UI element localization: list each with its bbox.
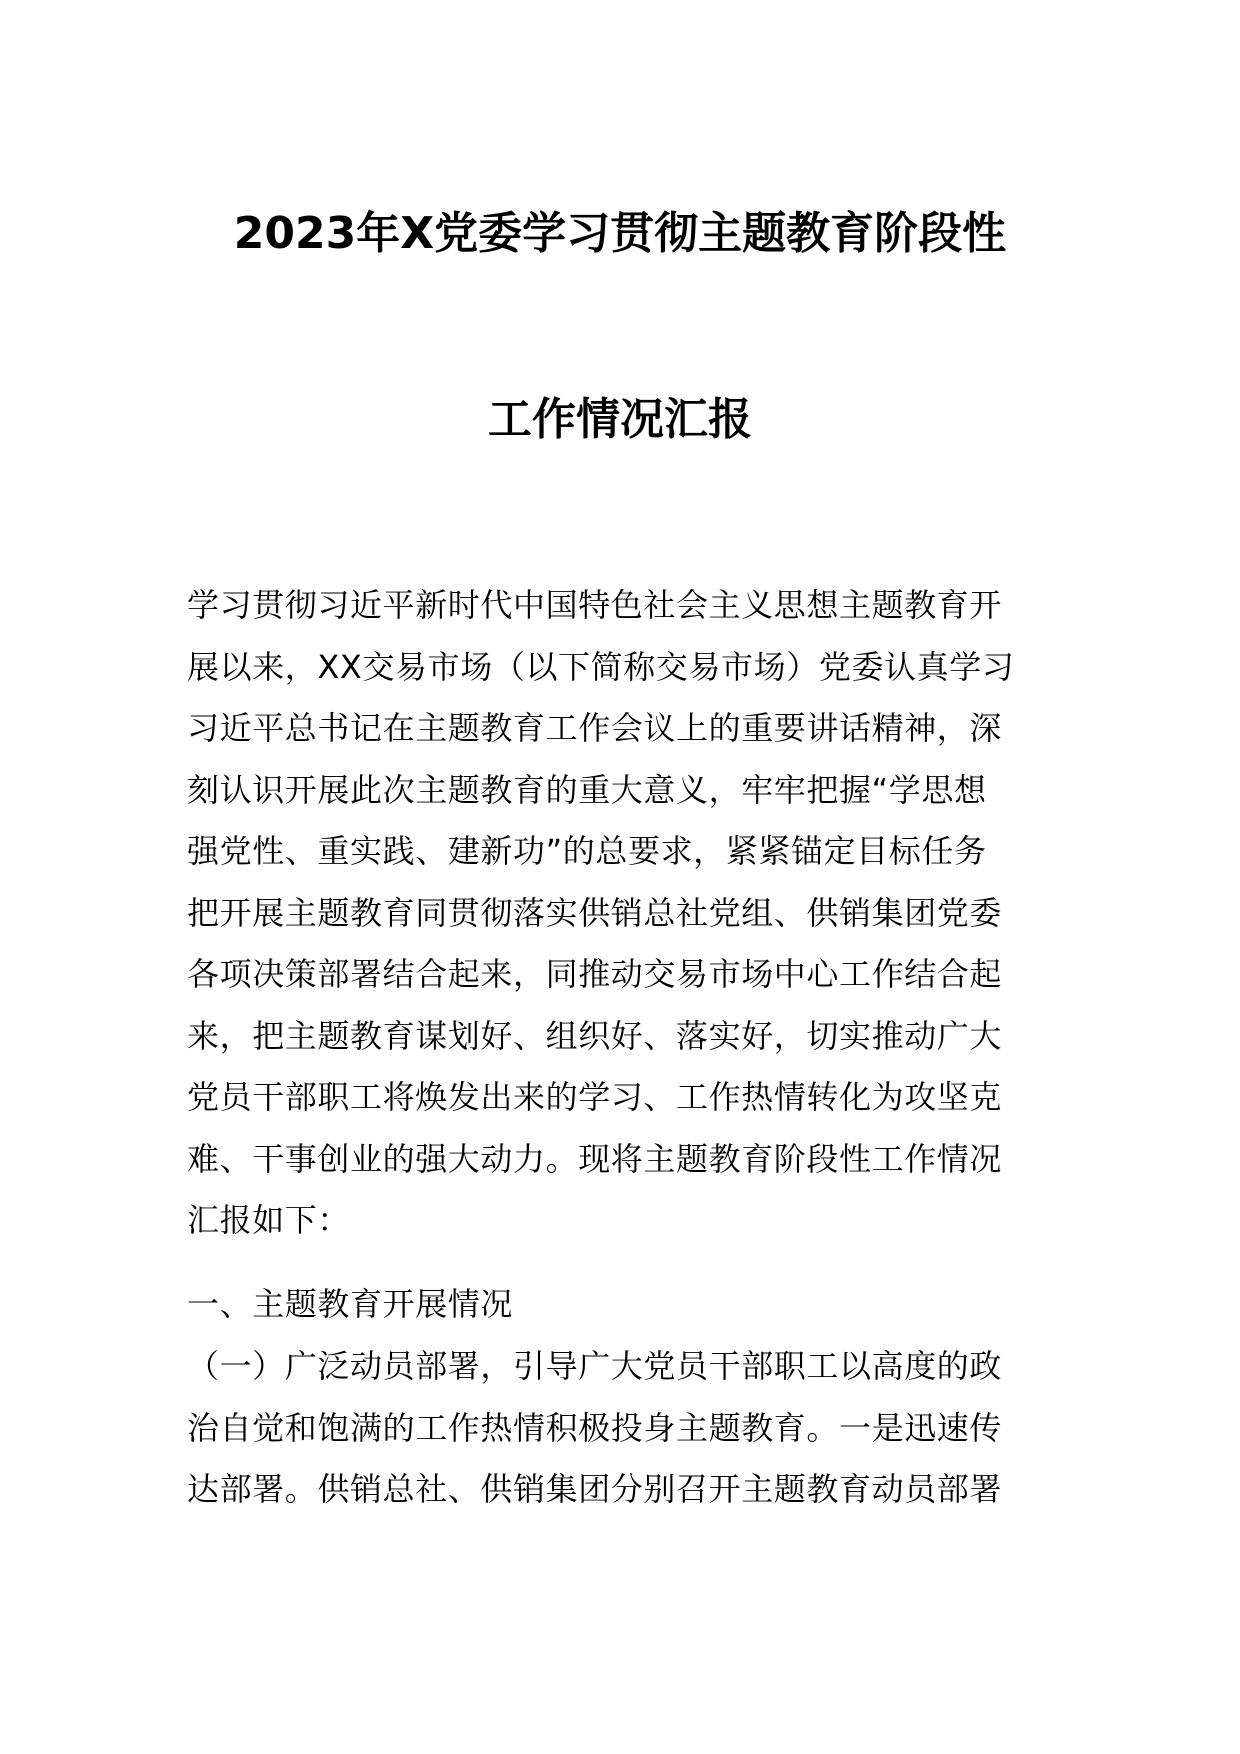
section-paragraph [187, 1336, 1055, 1521]
paragraph-line: （一）广泛动员部署，引导广大党员干部职工以高度的政 [187, 1347, 1003, 1385]
paragraph-line: 各项决策部署结合起来，同推动交易市场中心工作结合起 [187, 955, 1003, 993]
paragraph-line: 刻认识开展此次主题教育的重大意义，牢牢把握“学思想 [187, 770, 987, 809]
document-title-line-2: 工作情况汇报 [488, 394, 752, 445]
paragraph-line: 治自觉和饱满的工作热情积极投身主题教育。一是迅速传 [187, 1408, 1003, 1447]
paragraph-line: 把开展主题教育同贯彻落实供销总社党组、供销集团党委 [187, 893, 1003, 932]
paragraph-line: 习近平总书记在主题教育工作会议上的重要讲话精神，深 [187, 709, 1003, 747]
paragraph-line: 来，把主题教育谋划好、组织好、落实好，切实推动广大 [187, 1016, 1003, 1055]
intro-paragraph [187, 575, 1055, 1252]
document-title-line-1: 2023年X党委学习贯彻主题教育阶段性 [233, 208, 1007, 259]
section-heading [187, 1274, 1055, 1336]
paragraph-line: 党员干部职工将焕发出来的学习、工作热情转化为攻坚克 [187, 1078, 1003, 1116]
paragraph-line: 学习贯彻习近平新时代中国特色社会主义思想主题教育开 [187, 586, 1003, 624]
section-heading-text: 一、主题教育开展情况 [187, 1285, 514, 1323]
paragraph-line: 展以来，XX交易市场（以下简称交易市场）党委认真学习 [187, 647, 1015, 686]
paragraph-line: 强党性、重实践、建新功”的总要求，紧紧锚定目标任务 [187, 832, 987, 870]
paragraph-line: 汇报如下： [187, 1201, 351, 1239]
paragraph-line: 达部署。供销总社、供销集团分别召开主题教育动员部署 [187, 1470, 1003, 1508]
paragraph-line: 难、干事创业的强大动力。现将主题教育阶段性工作情况 [187, 1139, 1003, 1178]
